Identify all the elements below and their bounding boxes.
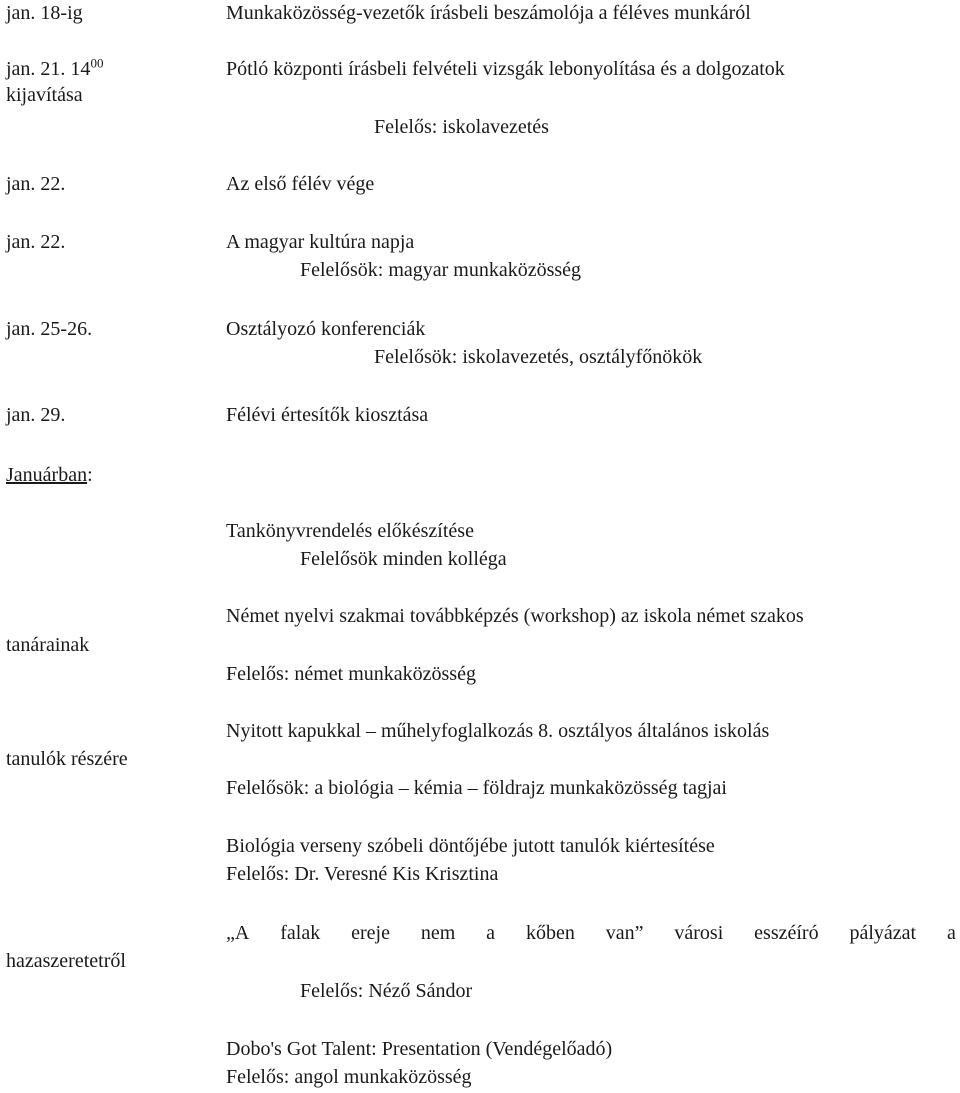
task-word: kőben (525, 922, 575, 944)
task-responsible: Felelősök minden kolléga (300, 548, 507, 570)
event-date: jan. 25-26. (6, 318, 93, 340)
task-word: a (947, 922, 956, 944)
task-text-continuation: hazaszeretetről (6, 950, 126, 972)
task-text: Dobo's Got Talent: Presentation (Vendégelőadó) (226, 1038, 613, 1060)
section-heading: Januárban: (6, 464, 93, 486)
event-date-continuation: kijavítása (6, 84, 83, 106)
event-responsible: Felelősök: iskolavezetés, osztályfőnökök (374, 346, 703, 368)
event-text: Osztályozó konferenciák (226, 318, 426, 340)
task-word: „A (226, 922, 250, 944)
task-word: falak (280, 922, 321, 944)
task-text (226, 922, 956, 945)
event-text: A magyar kultúra napja (226, 231, 415, 253)
task-responsible: Felelős: Néző Sándor (300, 980, 473, 1002)
event-text: Félévi értesítők kiosztása (226, 404, 429, 426)
task-responsible: Felelős: angol munkaközösség (226, 1066, 472, 1088)
event-date: jan. 18-ig (6, 2, 83, 24)
task-text: Nyitott kapukkal – műhelyfoglalkozás 8. osztályos általános iskolás (226, 720, 770, 742)
event-text: Munkaközösség-vezetők írásbeli beszámolója a féléves munkáról (226, 2, 751, 24)
task-text-continuation: tanárainak (6, 634, 90, 656)
event-date: jan. 29. (6, 404, 66, 426)
task-text: Biológia verseny szóbeli döntőjébe jutott tanulók kiértesítése (226, 835, 715, 857)
task-word: nem (420, 922, 456, 944)
event-text: Az első félév vége (226, 173, 375, 195)
task-responsible: Felelős: Dr. Veresné Kis Krisztina (226, 863, 499, 885)
task-word: esszéíró (754, 922, 819, 944)
task-responsible: Felelősök: a biológia – kémia – földrajz munkaközösség tagjai (226, 777, 727, 799)
event-responsible: Felelősök: magyar munkaközösség (300, 259, 582, 281)
task-word: pályázat (849, 922, 917, 944)
event-date: jan. 21. $14^{00}$ (6, 55, 104, 80)
task-word: a (486, 922, 496, 944)
task-responsible: Felelős: német munkaközösség (226, 663, 476, 685)
event-responsible: Felelős: iskolavezetés (374, 116, 549, 138)
task-word: városi (674, 922, 724, 944)
event-date: jan. 22. (6, 231, 66, 253)
task-text: Tankönyvrendelés előkészítése (226, 520, 474, 542)
event-date: jan. 22. (6, 173, 66, 195)
task-word: ereje (351, 922, 390, 944)
event-text: Pótló központi írásbeli felvételi vizsgák lebonyolítása és a dolgozatok (226, 58, 785, 80)
task-text: Német nyelvi szakmai továbbképzés (workshop) az iskola német szakos (226, 605, 804, 627)
task-text-continuation: tanulók részére (6, 748, 128, 770)
task-word: van” (605, 922, 644, 944)
